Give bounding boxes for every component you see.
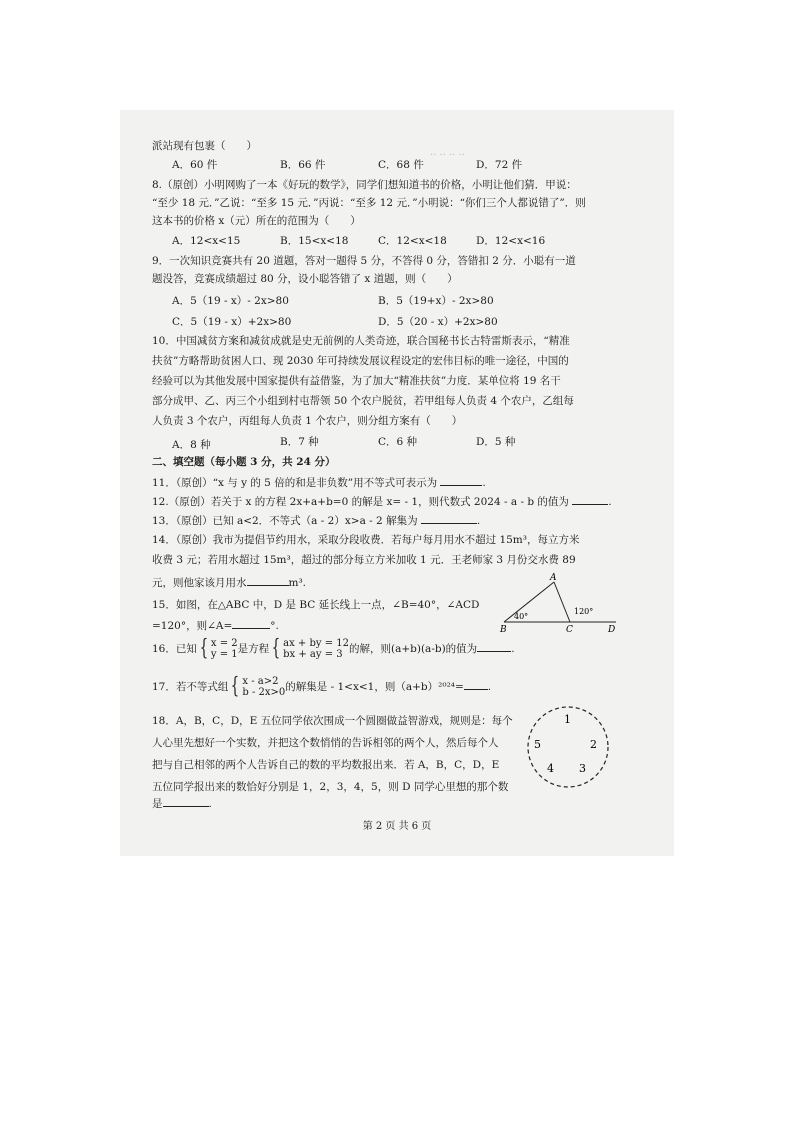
q15-text: =120°，则∠A=: [152, 620, 233, 632]
q9-option-b: B．5（19+x）- 2x>80: [378, 295, 494, 307]
answer-blank: [440, 475, 482, 486]
side-ab: [504, 582, 554, 622]
answer-blank: [464, 679, 488, 690]
q16-pre: 16．已知: [152, 643, 197, 655]
q7-tail: 派站现有包裹（ ）: [152, 140, 257, 152]
q12-text: 12.（原创）若关于 x 的方程 2x+a+b=0 的解是 x= - 1，则代数式 2024 - a - b 的值为: [152, 496, 569, 508]
q10-line: 经验可以为其他发展中国家提供有益借鉴，为了加大“精准扶贫”力度．某单位将 19 名干: [152, 375, 561, 387]
q17-inequality-system: [242, 676, 285, 698]
q11-text: 11．（原创）“x 与 y 的 5 倍的和是非负数”用不等式可表示为: [152, 477, 438, 489]
q17-pre: 17．若不等式组: [152, 681, 229, 693]
brace-icon: {: [231, 674, 240, 699]
answer-blank: [247, 575, 289, 586]
q14-line: 收费 3 元；若用水超过 15m³，超过的部分每立方米加收 1 元．王老师家 3 月份交水费 89: [152, 554, 576, 566]
q17-line: 17．若不等式组 { x - a>2 b - 2x>0的解集是 - 1<x<1，则（a+b）²⁰²⁴= .: [152, 674, 492, 699]
q10-line: 扶贫”方略帮助贫困人口、现 2030 年可持续发展议程设定的宏伟目标的唯一途径，中国的: [152, 355, 569, 367]
q16-sol-y: y = 1: [210, 649, 238, 660]
q12-line: 12.（原创）若关于 x 的方程 2x+a+b=0 的解是 x= - 1，则代数式 2024 - a - b 的值为 .: [152, 496, 612, 508]
q8-option-b: B．15<x<18: [280, 235, 349, 247]
page-footer: 第 2 页 共 6 页: [362, 821, 432, 832]
q16-line: 16．已知 { x = 2 y = 1是方程 { ax + by = 12 bx + ay = 3 的解，则(a+b)(a-b)的值为 .: [152, 636, 515, 661]
q16-equation-system: [283, 638, 349, 660]
q15-degree: °.: [270, 620, 279, 632]
q15-line: 15．如图，在△ABC 中，D 是 BC 延长线上一点，∠B=40°，∠ACD: [152, 599, 480, 611]
q7-option-b: B．66 件: [280, 159, 326, 171]
circle-number-3: 3: [579, 762, 586, 775]
section-heading: 二、填空题（每小题 3 分，共 24 分）: [152, 456, 336, 468]
q9-option-c: C．5（19 - x）+2x>80: [172, 316, 292, 328]
q16-sol-x: x = 2: [210, 638, 238, 649]
q14-text: 元，则他家该月用水: [152, 577, 247, 589]
q16-mid: 是方程: [237, 643, 270, 655]
q16-post: 的解，则(a+b)(a-b)的值为: [348, 643, 478, 655]
q16-eq-1: ax + by = 12: [283, 638, 349, 649]
q10-line: 部分成甲、乙、丙三个小组到村屯帮领 50 个农户脱贫，若甲组每人负责 4 个农户，乙组每: [152, 395, 574, 407]
q8-line: 这本书的价格 x（元）所在的范围为（ ）: [152, 215, 361, 227]
q18-text: 是: [152, 798, 163, 810]
q18-line: 把与自己相邻的两个人告诉自己的数的平均数报出来．若 A，B，C，D，E: [152, 759, 500, 771]
q18-line: 18．A，B，C，D，E 五位同学依次围成一个圆圈做益智游戏，规则是：每个: [152, 715, 513, 727]
q14-unit: m³.: [288, 577, 307, 589]
answer-blank: [163, 796, 209, 807]
circle-number-4: 4: [547, 762, 554, 775]
q18-line: 是 .: [152, 798, 212, 810]
q17-ineq-2: b - 2x>0: [242, 687, 286, 698]
answer-blank: [477, 641, 511, 652]
q11-line: 11．（原创）“x 与 y 的 5 倍的和是非负数”用不等式可表示为 .: [152, 477, 486, 489]
bleed-through-text: ·· ·· ·· ··: [430, 150, 465, 161]
q7-option-c: C．68 件: [378, 159, 424, 171]
q10-option-a: A．8 种: [172, 439, 211, 451]
q8-option-a: A．12<x<15: [172, 235, 241, 247]
q13-line: 13．（原创）已知 a<2．不等式（a - 2）x>a - 2 解集为 .: [152, 515, 481, 527]
exam-page: [120, 110, 674, 856]
q10-line: 10．中国减贫方案和减贫成就是史无前例的人类奇迹，联合国秘书长古特雷斯表示，“精准: [152, 335, 570, 347]
vertex-c: C: [566, 625, 573, 635]
triangle-figure: [498, 570, 618, 636]
q10-option-b: B．7 种: [280, 436, 319, 448]
circle-number-1: 1: [564, 713, 571, 726]
q8-option-d: D．12<x<16: [476, 235, 546, 247]
q14-line: [152, 575, 306, 590]
q8-line: 8.（原创）小明网购了一本《好玩的数学》，同学们想知道书的价格，小明让他们猜．甲说：: [152, 179, 577, 191]
angle-acd-label: 120°: [574, 607, 594, 616]
q7-option-a: A．60 件: [172, 159, 218, 171]
q14-line: 14．（原创）我市为提倡节约用水，采取分段收费．若每户每月用水不超过 15m³，每立方米: [152, 534, 580, 546]
q7-option-d: D．72 件: [476, 159, 523, 171]
vertex-d: D: [608, 625, 616, 635]
q15-line: [152, 618, 279, 633]
q17-post: 的解集是 - 1<x<1，则（a+b）²⁰²⁴=: [285, 681, 464, 693]
q9-option-d: D．5（20 - x）+2x>80: [378, 316, 498, 328]
circle-figure: [523, 702, 613, 792]
answer-blank: [232, 618, 270, 629]
q18-line: 人心里先想好一个实数，并把这个数悄悄的告诉相邻的两个人，然后每个人: [152, 737, 499, 749]
answer-blank: [421, 513, 477, 524]
circle-number-2: 2: [590, 738, 597, 751]
q9-line: 9．一次知识竞赛共有 20 道题，答对一题得 5 分，不答得 0 分，答错扣 2 分．小聪有一道: [152, 255, 576, 267]
vertex-b: B: [500, 625, 507, 635]
q18-line: 五位同学报出来的数恰好分别是 1，2，3，4，5，则 D 同学心里想的那个数: [152, 781, 509, 793]
q9-option-a: A．5（19 - x）- 2x>80: [172, 295, 289, 307]
q10-option-d: D．5 种: [476, 436, 516, 448]
circle-number-5: 5: [534, 738, 541, 751]
q10-line: 人负责 3 个农户，丙组每人负责 1 个农户，则分组方案有（ ）: [152, 415, 463, 427]
angle-b-label: 40°: [514, 612, 529, 621]
q10-option-c: C．6 种: [378, 436, 418, 448]
q16-solution-system: [211, 638, 238, 660]
brace-icon: {: [271, 636, 281, 661]
q17-ineq-1: x - a>2: [242, 676, 279, 687]
q8-line: “至少 18 元．”乙说：“至多 15 元．”丙说：“至多 12 元．”小明说：“你们三个人都说错了”．则: [152, 197, 586, 209]
brace-icon: {: [199, 636, 209, 661]
vertex-a: A: [550, 573, 557, 583]
q8-option-c: C．12<x<18: [378, 235, 447, 247]
q9-line: 题没答，竞赛成绩超过 80 分，设小聪答错了 x 道题，则（ ）: [152, 273, 458, 285]
q16-eq-2: bx + ay = 3: [283, 649, 343, 660]
side-ac: [554, 582, 570, 622]
q13-text: 13．（原创）已知 a<2．不等式（a - 2）x>a - 2 解集为: [152, 515, 418, 527]
answer-blank: [572, 494, 608, 505]
